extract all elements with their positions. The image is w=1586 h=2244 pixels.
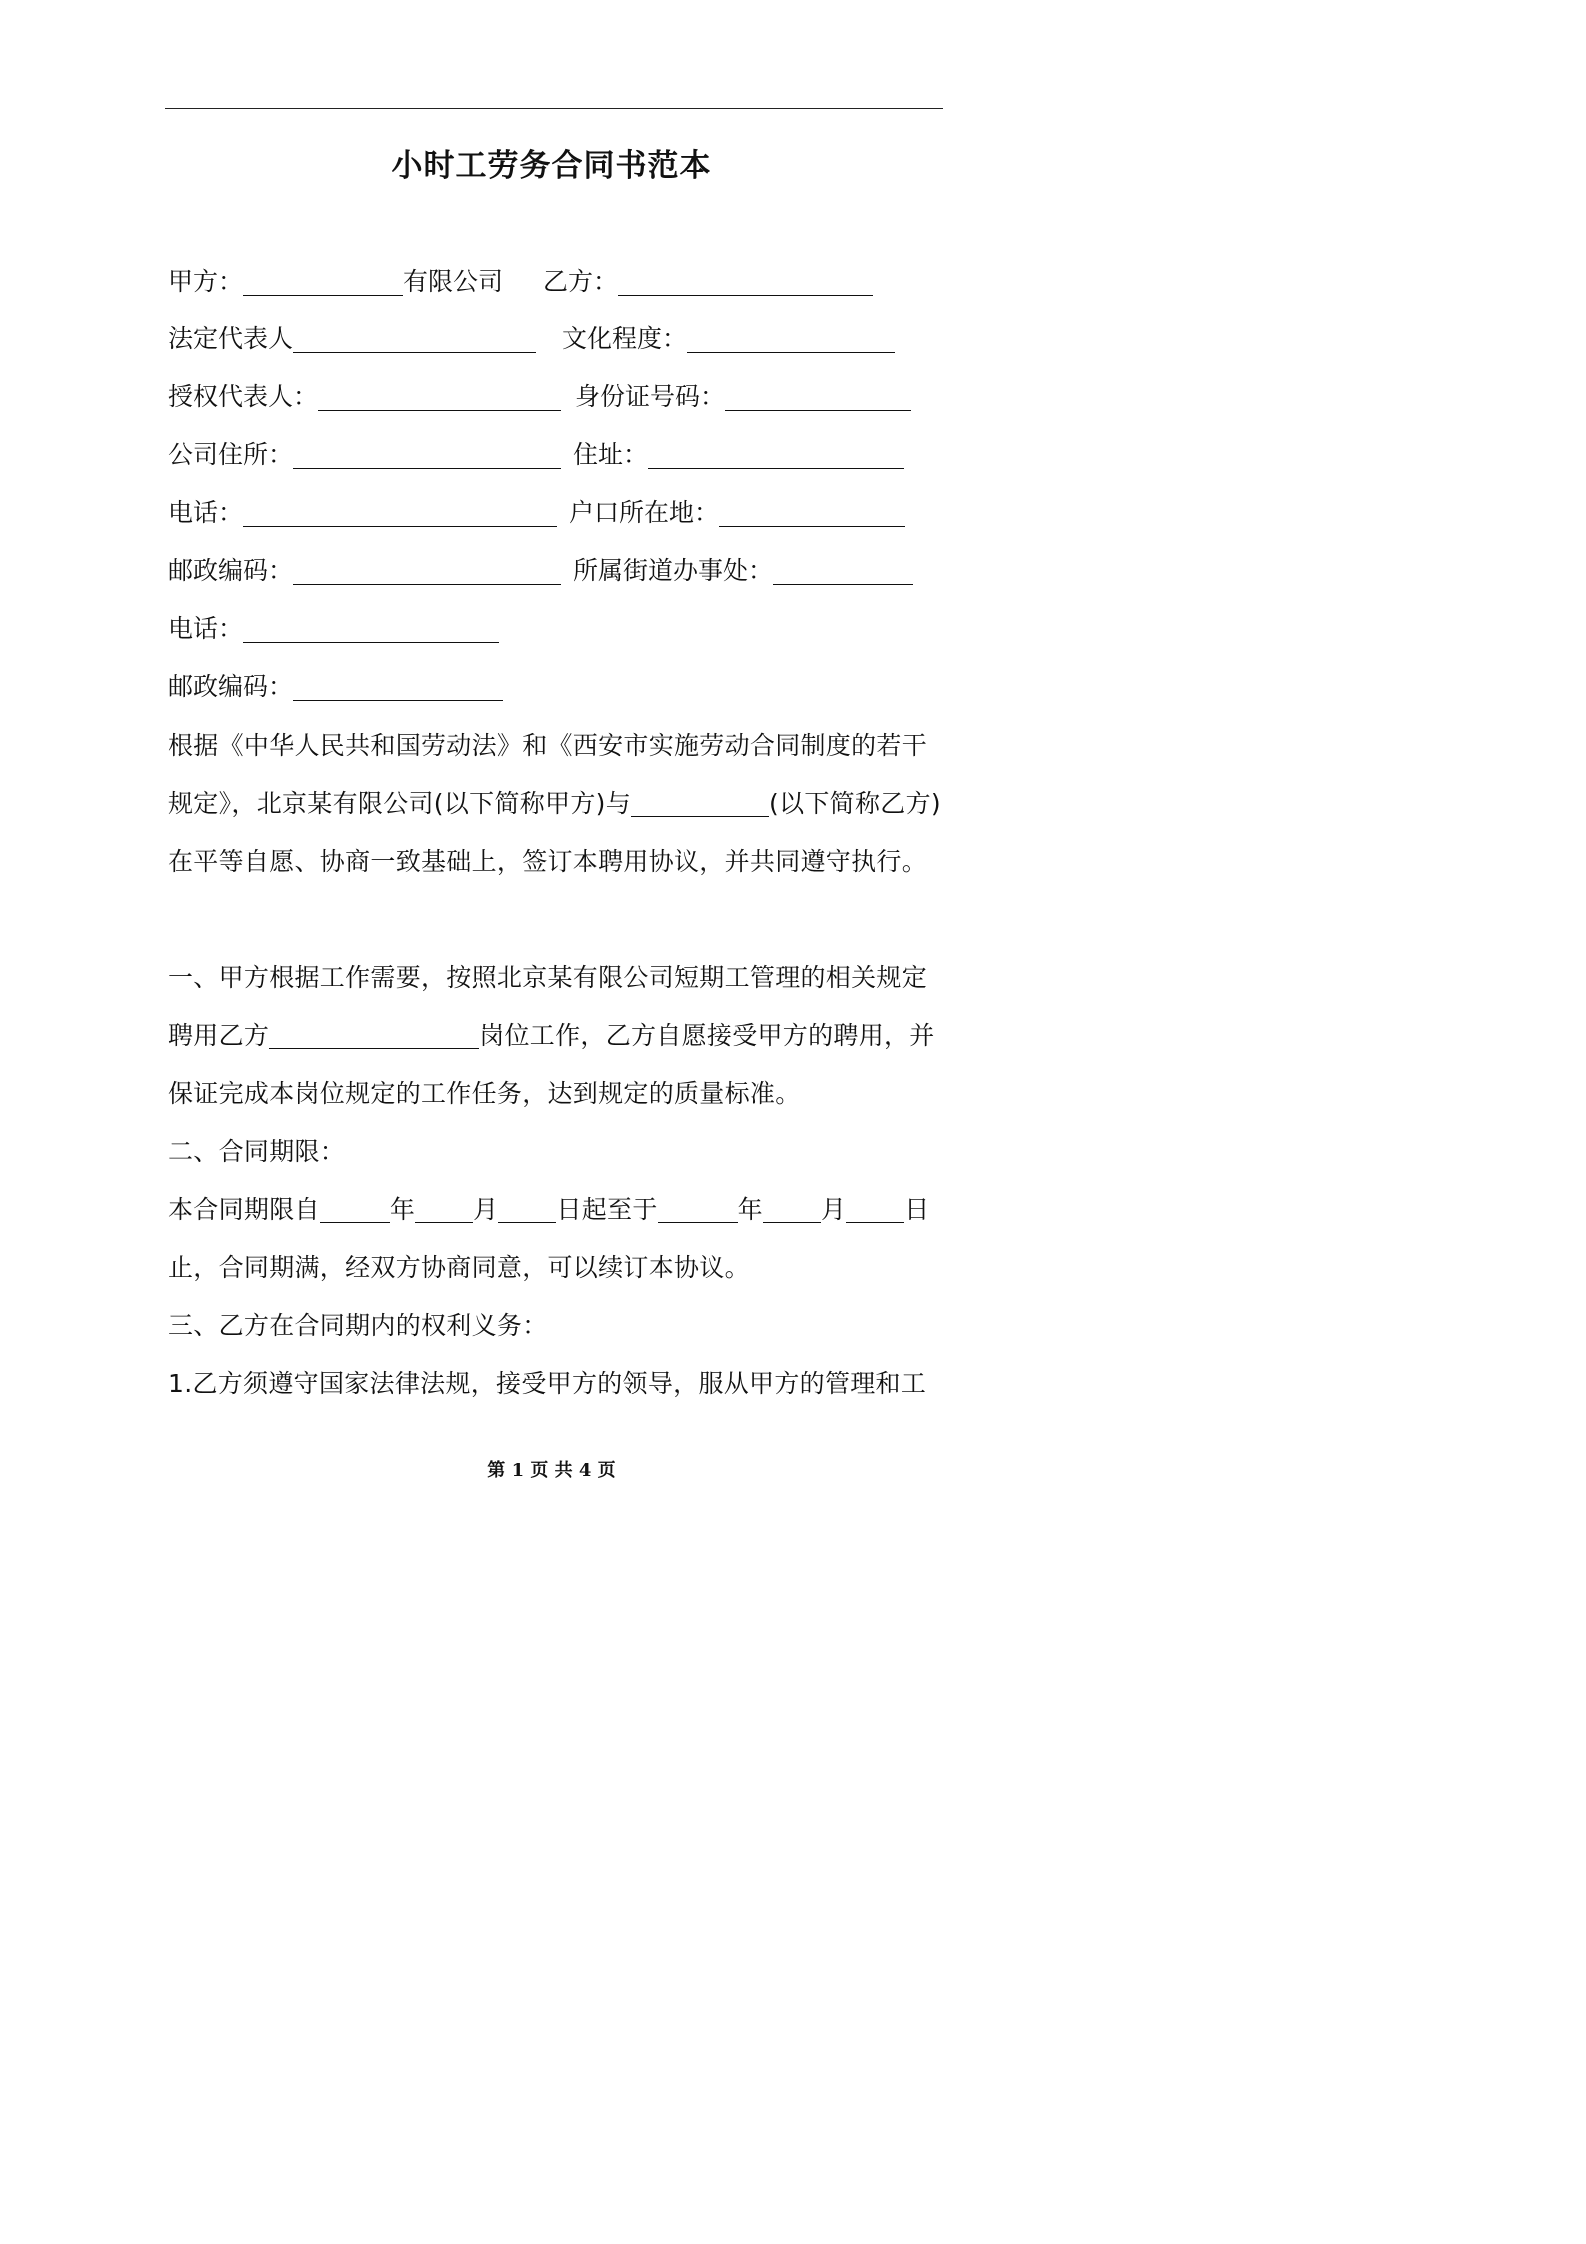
field-row-postcode-b [168,670,503,704]
postcode-b-label: 邮政编码： [168,672,294,701]
section-3-heading: 三、乙方在合同期内的权利义务： [168,1311,548,1340]
start-month-label: 月 [473,1195,499,1224]
address-label: 住址： [573,440,649,469]
id-number-label: 身份证号码： [575,382,726,411]
end-day-blank[interactable] [846,1198,904,1223]
header-rule [165,108,943,109]
section-2-paragraph [168,1181,943,1297]
hukou-blank[interactable] [719,500,905,527]
page-footer: 第 1 页 共 4 页 [487,1460,616,1481]
phone-a-blank[interactable] [243,500,557,527]
party-b-blank[interactable] [618,269,873,296]
auth-rep-blank[interactable] [318,384,561,411]
education-label: 文化程度： [562,324,688,353]
street-office-blank[interactable] [773,558,913,585]
education-blank[interactable] [687,326,895,353]
field-row-party [168,265,873,299]
start-year-label: 年 [389,1195,416,1224]
id-number-blank[interactable] [725,384,911,411]
address-blank[interactable] [648,442,904,469]
start-month-blank[interactable] [415,1198,473,1223]
document-title: 小时工劳务合同书范本 [391,148,712,184]
postcode-a-label: 邮政编码： [168,556,294,585]
end-month-blank[interactable] [763,1198,821,1223]
party-b-name-blank[interactable] [631,792,769,817]
company-address-label: 公司住所： [168,440,294,469]
party-b-label: 乙方： [543,267,619,296]
end-month-label: 月 [820,1195,847,1224]
phone-b-blank[interactable] [243,616,499,643]
field-row-phone [168,496,905,530]
section-3-item-1: 1.乙方须遵守国家法律法规，接受甲方的领导，服从甲方的管理和工 [168,1369,927,1398]
section-1-text-1: 一、甲方根据工作需要，按照北京某有限公司短期工管理的相关规定聘用乙方 [168,963,928,1050]
end-year-label: 年 [737,1195,763,1224]
auth-rep-label: 授权代表人： [168,382,319,411]
intro-paragraph [168,717,943,891]
start-year-blank[interactable] [320,1198,390,1223]
section-1-paragraph [168,949,943,1123]
party-a-suffix: 有限公司 [403,267,504,296]
term-end-text: 日止，合同期满，经双方协商同意，可以续订本协议。 [168,1195,930,1282]
legal-rep-label: 法定代表人 [168,324,294,353]
start-day-blank[interactable] [498,1198,556,1223]
end-year-blank[interactable] [658,1198,738,1223]
section-1-text-2: 岗位工作，乙方自愿接受甲方的聘用，并保证完成本岗位规定的工作任务，达到规定的质量标准。 [168,1021,935,1108]
position-blank[interactable] [269,1024,479,1049]
postcode-a-blank[interactable] [293,558,561,585]
postcode-b-blank[interactable] [293,674,503,701]
section-2-heading: 二、合同期限： [168,1137,346,1166]
field-row-auth [168,380,911,414]
start-day-label: 日起至于 [556,1195,658,1224]
field-row-legal [168,322,895,356]
party-a-label: 甲方： [168,267,244,296]
legal-rep-blank[interactable] [293,326,536,353]
field-row-postcode [168,554,913,588]
intro-text-2: (以下简称乙方)在平等自愿、协商一致基础上，签订本聘用协议，并共同遵守执行。 [168,789,941,876]
field-row-phone-b [168,612,499,646]
field-row-address [168,438,904,472]
phone-b-label: 电话： [168,614,244,643]
party-a-blank[interactable] [243,269,403,296]
term-prefix: 本合同期限自 [168,1195,320,1224]
company-address-blank[interactable] [293,442,561,469]
phone-a-label: 电话： [168,498,244,527]
street-office-label: 所属街道办事处： [573,556,774,585]
hukou-label: 户口所在地： [569,498,720,527]
intro-text-1: 根据《中华人民共和国劳动法》和《西安市实施劳动合同制度的若干规定》，北京某有限公司(以下简称甲方)与 [168,731,928,818]
